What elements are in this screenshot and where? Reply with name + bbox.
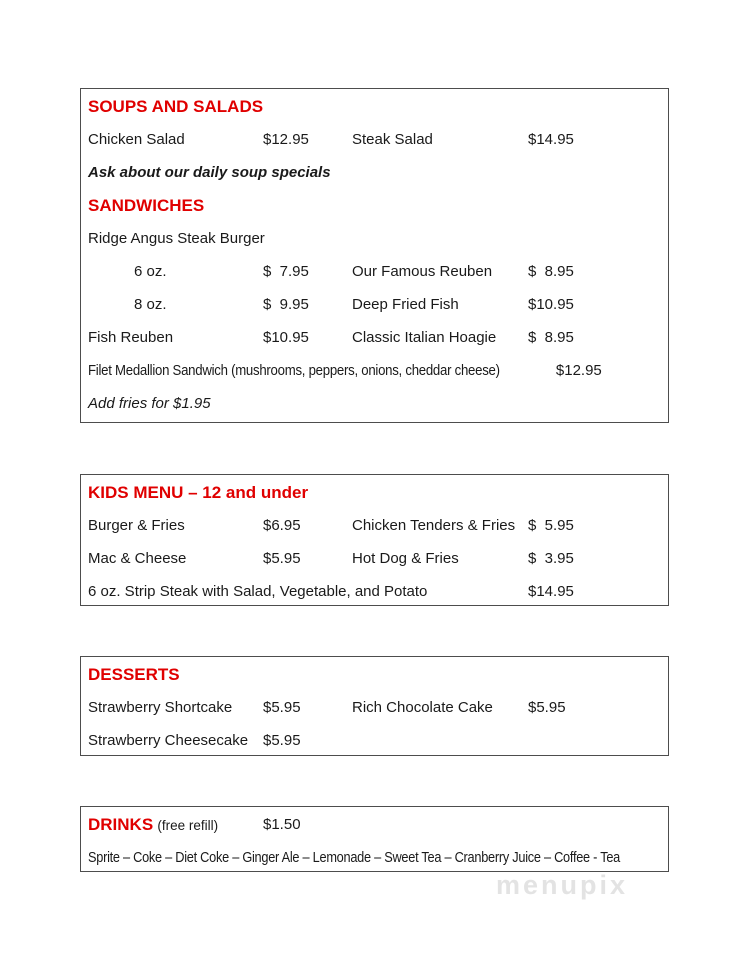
menu-item-price: $12.95 (555, 362, 602, 379)
menu-row (88, 808, 661, 841)
menu-item-price: $ 8.95 (528, 263, 574, 280)
menu-item-price: $5.95 (263, 732, 301, 749)
menu-row (88, 691, 661, 724)
menu-row (88, 575, 661, 606)
menu-item-price: $14.95 (528, 131, 574, 148)
menu-item-name: Chicken Tenders & Fries (352, 517, 516, 534)
menu-item-name: Strawberry Shortcake (88, 699, 233, 716)
soups-sandwiches-section (80, 88, 669, 423)
menu-item-price: $10.95 (263, 329, 309, 346)
menu-item-price: $5.95 (263, 699, 301, 716)
menu-item-name: Classic Italian Hoagie (352, 329, 497, 346)
menu-item-price: $ 8.95 (528, 329, 574, 346)
kids-menu-section (80, 474, 669, 606)
menu-row (88, 321, 661, 354)
menu-item-name: 6 oz. Strip Steak with Salad, Vegetable, and Potato (88, 583, 428, 600)
menu-item-name: Hot Dog & Fries (352, 550, 459, 567)
drinks-title-group (88, 815, 263, 835)
menu-row (88, 123, 661, 156)
desserts-section (80, 656, 669, 756)
desserts-section-title: DESSERTS (88, 664, 180, 684)
menu-item-name: Mac & Cheese (88, 550, 187, 567)
menu-row (88, 288, 661, 321)
menu-item-name: Strawberry Cheesecake (88, 732, 249, 749)
menu-item-price: $5.95 (263, 550, 301, 567)
menu-item-price: $1.50 (263, 816, 301, 833)
menu-item-name: Our Famous Reuben (352, 263, 493, 280)
kids-section-title: KIDS MENU – 12 and under (88, 482, 309, 502)
menu-item-price: $10.95 (528, 296, 574, 313)
sandwiches-intro: Ridge Angus Steak Burger (88, 230, 265, 247)
drinks-section (80, 806, 669, 872)
menu-row (88, 255, 661, 288)
menu-item-name: Chicken Salad (88, 131, 185, 148)
menu-item-name: Filet Medallion Sandwich (mushrooms, peppers, onions, cheddar cheese) (88, 362, 500, 379)
menu-item-price: $ 7.95 (263, 263, 309, 280)
drinks-list: Sprite – Coke – Diet Coke – Ginger Ale – Lemonade – Sweet Tea – Cranberry Juice – Coffee - Tea (88, 849, 620, 866)
drinks-list-row (88, 841, 661, 872)
menu-item-name: Steak Salad (352, 131, 433, 148)
sandwiches-section-title: SANDWICHES (88, 195, 205, 215)
menu-item-price: $6.95 (263, 517, 301, 534)
menu-item-name: 8 oz. (134, 296, 167, 313)
menu-item-price: $ 5.95 (528, 517, 574, 534)
menu-item-name: Deep Fried Fish (352, 296, 459, 313)
menu-item-name: Burger & Fries (88, 517, 185, 534)
menu-item-price: $14.95 (528, 583, 574, 600)
menu-item-price: $ 9.95 (263, 296, 309, 313)
drinks-section-title: DRINKS (88, 814, 154, 834)
drinks-refill-note: (free refill) (157, 817, 219, 833)
menu-item-name: Rich Chocolate Cake (352, 699, 493, 716)
menu-item-price: $5.95 (528, 699, 566, 716)
menu-item-name: Fish Reuben (88, 329, 174, 346)
menu-row (88, 509, 661, 542)
menupix-watermark: menupix (495, 870, 628, 900)
menu-item-price: $12.95 (263, 131, 309, 148)
menu-item-price: $ 3.95 (528, 550, 574, 567)
soups-section-title: SOUPS AND SALADS (88, 96, 264, 116)
soup-specials-note: Ask about our daily soup specials (88, 164, 331, 181)
menu-item-name: 6 oz. (134, 263, 167, 280)
fries-note: Add fries for $1.95 (88, 395, 211, 412)
menu-row (88, 542, 661, 575)
menu-row (88, 724, 661, 756)
menu-row (88, 354, 661, 387)
